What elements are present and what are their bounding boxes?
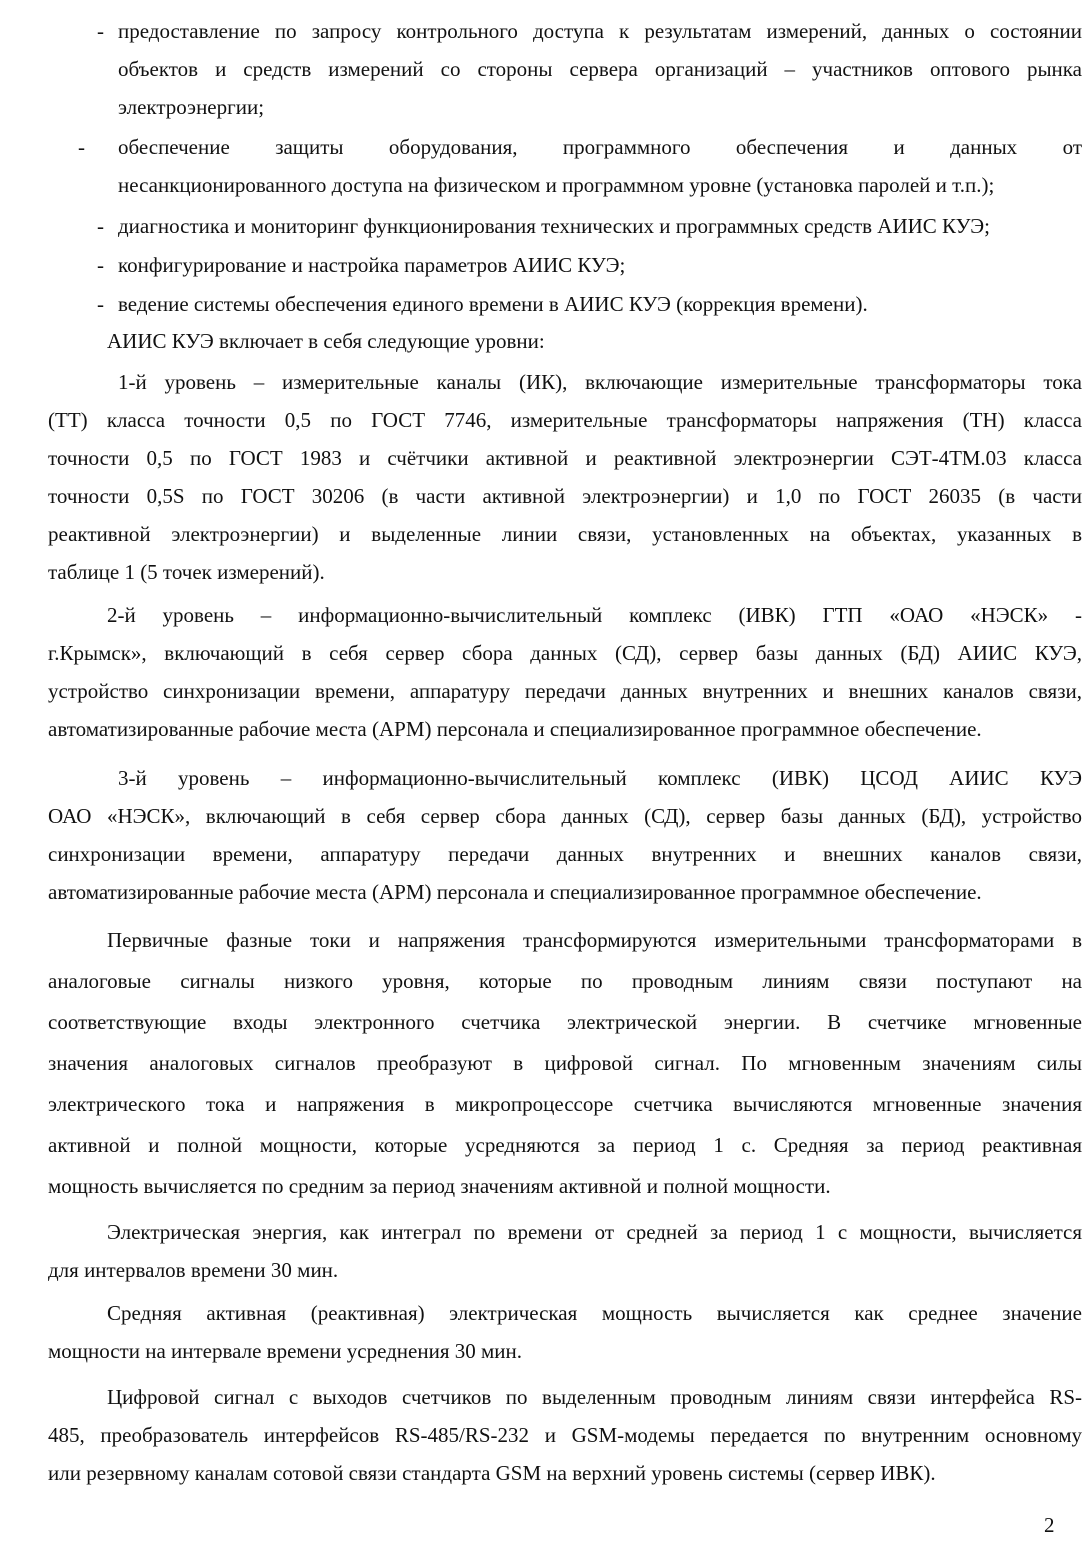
- text-line: мощности на интервале времени усреднения 30 мин.: [48, 1339, 523, 1363]
- bullet-item: [97, 12, 1082, 126]
- bullet-dash: -: [97, 19, 104, 43]
- page-number: 2: [1044, 1513, 1055, 1537]
- text-line: реактивной электроэнергии) и выделенные линии связи, установленных на объектах, указанных в: [48, 522, 1082, 546]
- text-line: синхронизации времени, аппаратуру передачи данных внутренних и внешних каналов связи,: [48, 842, 1082, 866]
- text-line: диагностика и мониторинг функционирования технических и программных средств АИИС КУЭ;: [118, 214, 990, 238]
- text-line: ведение системы обеспечения единого времени в АИИС КУЭ (коррекция времени).: [118, 292, 868, 316]
- bullet-item: [78, 128, 1082, 204]
- bullet-dash: -: [97, 253, 104, 277]
- text-line: 485, преобразователь интерфейсов RS-485/RS-232 и GSM-модемы передается по внутренним основному: [48, 1423, 1082, 1447]
- text-line: точности 0,5S по ГОСТ 30206 (в части активной электроэнергии) и 1,0 по ГОСТ 26035 (в части: [48, 484, 1082, 508]
- text-line: АИИС КУЭ включает в себя следующие уровни:: [107, 329, 545, 353]
- bullet-dash: -: [78, 135, 85, 159]
- text-line: устройство синхронизации времени, аппаратуру передачи данных внутренних и внешних каналов связи,: [48, 679, 1082, 703]
- paragraph: [48, 596, 1082, 748]
- text-line: г.Крымск», включающий в себя сервер сбора данных (СД), сервер базы данных (БД) АИИС КУЭ,: [48, 641, 1082, 665]
- text-line: автоматизированные рабочие места (АРМ) персонала и специализированное программное обеспечение.: [48, 880, 982, 904]
- text-line: ОАО «НЭСК», включающий в себя сервер сбора данных (СД), сервер базы данных (БД), устройство: [48, 804, 1082, 828]
- text-line: мощность вычисляется по средним за период значениям активной и полной мощности.: [48, 1174, 831, 1198]
- text-line: активной и полной мощности, которые усредняются за период 1 с. Средняя за период реактивная: [48, 1133, 1082, 1157]
- text-line: объектов и средств измерений со стороны сервера организаций – участников оптового рынка: [118, 57, 1082, 81]
- text-line: таблице 1 (5 точек измерений).: [48, 560, 325, 584]
- bullet-item: [97, 285, 1082, 323]
- text-line: Электрическая энергия, как интеграл по времени от средней за период 1 с мощности, вычисляется: [107, 1220, 1082, 1244]
- paragraph: [48, 1378, 1082, 1492]
- text-line: предоставление по запросу контрольного доступа к результатам измерений, данных о состоянии: [118, 19, 1082, 43]
- text-line: или резервному каналам сотовой связи стандарта GSM на верхний уровень системы (сервер ИВК).: [48, 1461, 936, 1485]
- text-line: электроэнергии;: [118, 95, 265, 119]
- text-line: для интервалов времени 30 мин.: [48, 1258, 339, 1282]
- text-line: аналоговые сигналы низкого уровня, которые по проводным линиям связи поступают на: [48, 969, 1082, 993]
- text-line: 3-й уровень – информационно-вычислительный комплекс (ИВК) ЦСОД АИИС КУЭ: [118, 766, 1082, 790]
- text-line: 2-й уровень – информационно-вычислительный комплекс (ИВК) ГТП «ОАО «НЭСК» -: [107, 603, 1082, 627]
- text-line: 1-й уровень – измерительные каналы (ИК), включающие измерительные трансформаторы тока: [118, 370, 1082, 394]
- text-line: (ТТ) класса точности 0,5 по ГОСТ 7746, измерительные трансформаторы напряжения (ТН) класса: [48, 408, 1082, 432]
- text-line: электрического тока и напряжения в микропроцессоре счетчика вычисляются мгновенные значения: [48, 1092, 1082, 1116]
- text-line: обеспечение защиты оборудования, программного обеспечения и данных от: [118, 135, 1082, 159]
- text-line: значения аналоговых сигналов преобразуют в цифровой сигнал. По мгновенным значениям силы: [48, 1051, 1082, 1075]
- bullet-item: [97, 207, 1082, 245]
- text-line: автоматизированные рабочие места (АРМ) персонала и специализированное программное обеспечение.: [48, 717, 982, 741]
- text-line: Средняя активная (реактивная) электрическая мощность вычисляется как среднее значение: [107, 1301, 1082, 1325]
- bullet-dash: -: [97, 292, 104, 316]
- text-line: конфигурирование и настройка параметров АИИС КУЭ;: [118, 253, 626, 277]
- paragraph: [48, 759, 1082, 911]
- text-line: Цифровой сигнал с выходов счетчиков по выделенным проводным линиям связи интерфейса RS-: [107, 1385, 1082, 1409]
- paragraph: [48, 322, 1082, 360]
- bullet-dash: -: [97, 214, 104, 238]
- text-line: Первичные фазные токи и напряжения трансформируются измерительными трансформаторами в: [107, 928, 1082, 952]
- paragraph: [48, 920, 1082, 1207]
- paragraph: [48, 363, 1082, 591]
- paragraph: [48, 1213, 1082, 1289]
- bullet-item: [97, 246, 1082, 284]
- paragraph: [48, 1294, 1082, 1370]
- text-line: точности 0,5 по ГОСТ 1983 и счётчики активной и реактивной электроэнергии СЭТ-4ТМ.03 класса: [48, 446, 1082, 470]
- text-line: несанкционированного доступа на физическом и программном уровне (установка паролей и т.п.);: [118, 173, 995, 197]
- text-line: соответствующие входы электронного счетчика электрической энергии. В счетчике мгновенные: [48, 1010, 1082, 1034]
